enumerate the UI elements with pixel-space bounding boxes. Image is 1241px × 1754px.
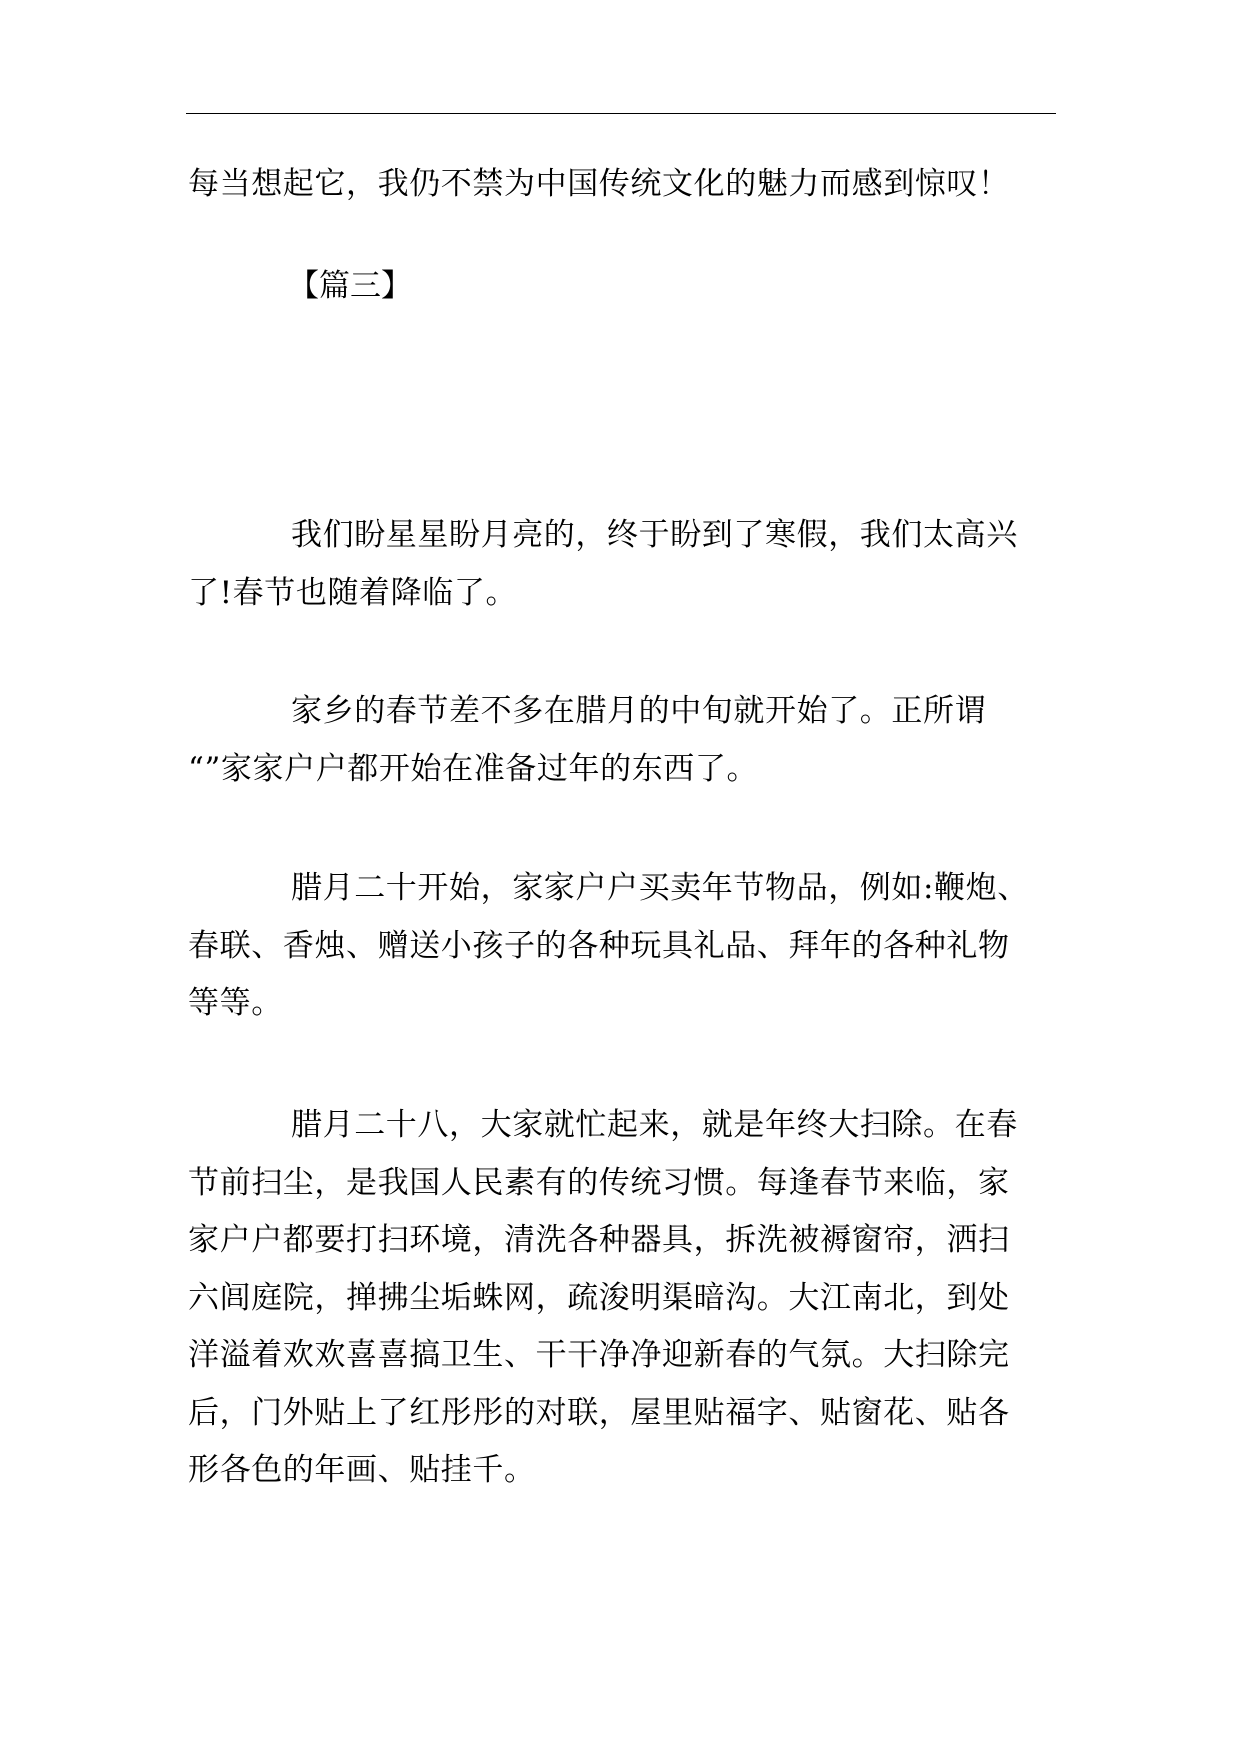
paragraph-line: 家户户都要打扫环境，清洗各种器具，拆洗被褥窗帘，洒扫 xyxy=(188,1222,1010,1258)
header-rule xyxy=(186,113,1056,114)
paragraph-line: 我们盼星星盼月亮的，终于盼到了寒假，我们太高兴 xyxy=(291,517,1018,553)
paragraph-3 xyxy=(188,860,1056,1033)
paragraph-line: 洋溢着欢欢喜喜搞卫生、干干净净迎新春的气氛。大扫除完 xyxy=(188,1337,1010,1373)
paragraph-line: 每当想起它，我仍不禁为中国传统文化的魅力而感到惊叹！ xyxy=(188,166,1010,202)
paragraph-line: 六闾庭院，掸拂尘垢蛛网，疏浚明渠暗沟。大江南北，到处 xyxy=(188,1279,1010,1316)
paragraph-line: 春联、香烛、赠送小孩子的各种玩具礼品、拜年的各种礼物 xyxy=(188,927,1010,964)
paragraph-2 xyxy=(188,683,1056,798)
intro-paragraph xyxy=(188,156,1056,214)
paragraph-line: 等等。 xyxy=(188,985,283,1021)
paragraph-line: 腊月二十开始，家家户户买卖年节物品，例如:鞭炮、 xyxy=(291,870,1029,906)
paragraph-line: 家乡的春节差不多在腊月的中旬就开始了。正所谓 xyxy=(291,693,987,729)
paragraph-4 xyxy=(188,1097,1056,1500)
paragraph-line: 了!春节也随着降临了。 xyxy=(188,574,518,611)
paragraph-line: 形各色的年画、贴挂千。 xyxy=(188,1452,536,1488)
paragraph-line: “”家家户户都开始在准备过年的东西了。 xyxy=(188,750,759,787)
paragraph-line: 后，门外贴上了红彤彤的对联，屋里贴福字、贴窗花、贴各 xyxy=(188,1394,1010,1431)
paragraph-line: 节前扫尘，是我国人民素有的传统习惯。每逢春节来临，家 xyxy=(188,1164,1010,1201)
paragraph-line: 腊月二十八，大家就忙起来，就是年终大扫除。在春 xyxy=(291,1107,1018,1143)
paragraph-1 xyxy=(188,507,1056,622)
section-heading: 【篇三】 xyxy=(288,268,412,304)
